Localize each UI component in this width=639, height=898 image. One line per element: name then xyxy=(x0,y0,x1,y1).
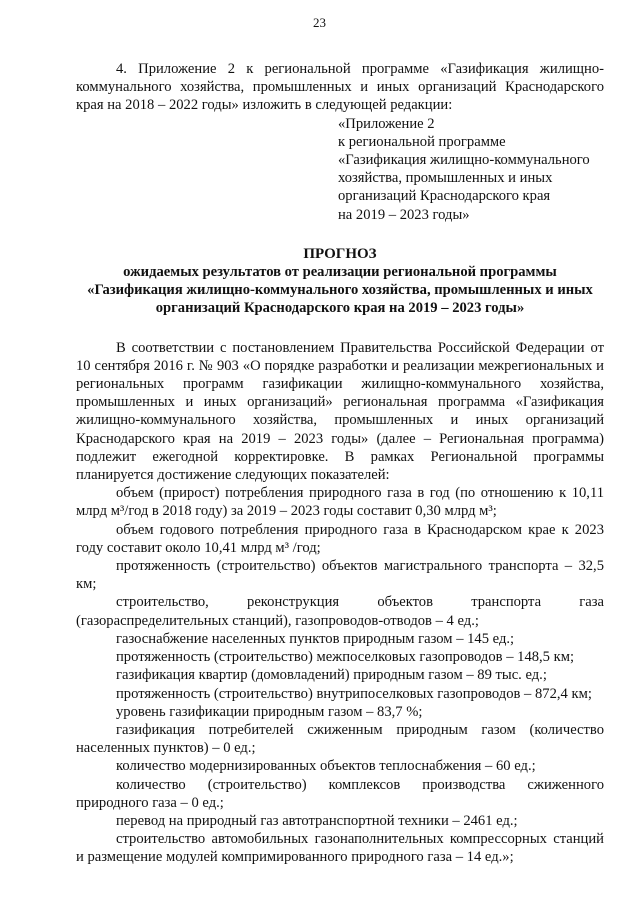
main-paragraph: В соответствии с постановлением Правительства Российской Федерации от 10 сентября 2016 г. № 903 «О порядке разработки и реализации межрегиональных и региональных программ газификации жилищно-коммунального хозяйства, промышленных и иных организаций» региональная программа «Газификация жилищно-коммунального хозяйства, промышленных и иных организаций Краснодарского края на 2019 – 2023 годы» (далее – Региональная программа) подлежит ежегодной корректировке. В рамках Региональной программы планируется достижение следующих показателей: xyxy=(76,339,604,484)
document-title: ПРОГНОЗ xyxy=(303,245,377,262)
appendix-line: организаций Краснодарского края xyxy=(338,188,551,205)
indicator-item: протяженность (строительство) межпоселковых газопроводов – 148,5 км; xyxy=(116,649,575,666)
appendix-line: на 2019 – 2023 годы» xyxy=(338,206,470,223)
indicator-item: количество модернизированных объектов теплоснабжения – 60 ед.; xyxy=(116,758,536,775)
intro-paragraph: 4. Приложение 2 к региональной программе «Газификация жилищно-коммунального хозяйства, промышленных и иных организаций Краснодарского края на 2018 – 2022 годы» изложить в следующей редакции: xyxy=(76,61,604,114)
indicator-list xyxy=(76,484,604,866)
document-body xyxy=(76,60,604,867)
indicator-item: уровень газификации природным газом – 83,7 %; xyxy=(116,703,423,720)
document-subtitle-line: организаций Краснодарского края на 2019 – 2023 годы» xyxy=(155,300,525,317)
indicator-item: газоснабжение населенных пунктов природным газом – 145 ед.; xyxy=(116,630,515,647)
indicator-item: перевод на природный газ автотранспортной техники – 2461 ед.; xyxy=(116,812,518,829)
indicator-item: количество (строительство) комплексов производства сжиженного природного газа – 0 ед.; xyxy=(76,776,604,811)
indicator-item: протяженность (строительство) объектов магистрального транспорта – 32,5 км; xyxy=(76,558,604,593)
appendix-line: «Газификация жилищно-коммунального xyxy=(338,152,590,169)
appendix-header xyxy=(338,115,604,224)
document-subtitle-line: «Газификация жилищно-коммунального хозяйства, промышленных и иных xyxy=(87,282,593,299)
appendix-line: «Приложение 2 xyxy=(338,115,435,132)
appendix-line: хозяйства, промышленных и иных xyxy=(338,170,553,187)
indicator-item: газификация квартир (домовладений) природным газом – 89 тыс. ед.; xyxy=(116,667,547,684)
appendix-line: к региональной программе xyxy=(338,133,506,150)
indicator-item: строительство автомобильных газонаполнительных компрессорных станций и размещение модулей компримированного природного газа – 14 ед.»; xyxy=(76,831,604,866)
indicator-item: строительство, реконструкция объектов транспорта газа (газораспределительных станций), газопроводов-отводов – 4 ед.; xyxy=(76,594,604,629)
indicator-item: объем (прирост) потребления природного газа в год (по отношению к 10,11 млрд м³/год в 2018 году) за 2019 – 2023 годы составит 0,30 млрд м³; xyxy=(76,485,604,520)
indicator-item: протяженность (строительство) внутрипоселковых газопроводов – 872,4 км; xyxy=(116,685,592,702)
indicator-item: газификация потребителей сжиженным природным газом (количество населенных пунктов) – 0 ед.; xyxy=(76,721,604,757)
page-number: 23 xyxy=(313,15,326,30)
document-subtitle-line: ожидаемых результатов от реализации региональной программы xyxy=(123,264,557,281)
indicator-item: объем годового потребления природного газа в Краснодарском крае к 2023 году составит около 10,41 млрд м³ /год; xyxy=(76,521,604,556)
